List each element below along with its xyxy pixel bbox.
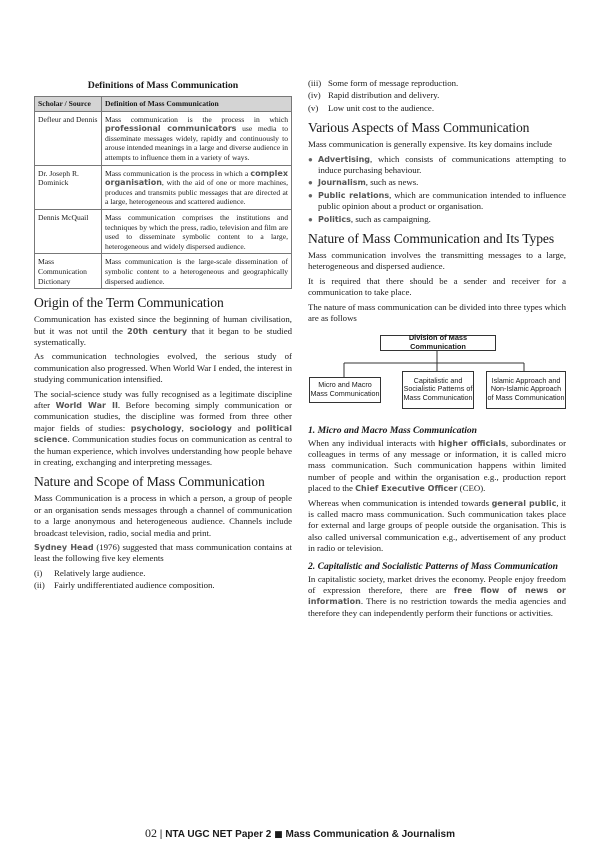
text: Whereas when communication is intended towards: [308, 497, 492, 508]
text: , such as news.: [365, 177, 419, 188]
capitalistic-heading: 2. Capitalistic and Socialistic Patterns of Mass Communication: [308, 560, 559, 572]
table-header-row: [35, 97, 292, 112]
scholar-cell: Mass Communication Dictionary: [35, 254, 102, 289]
list-text: Low unit cost to the audience.: [328, 102, 435, 113]
list-text: Relatively large audience.: [54, 567, 146, 578]
list-item: [308, 90, 566, 101]
highlight: general public: [491, 498, 557, 508]
types-heading: Nature of Mass Communication and Its Types: [308, 231, 555, 247]
text: (CEO).: [457, 483, 486, 494]
table-row: [35, 254, 292, 289]
text: . Before becoming simply communication or communication studies, the discipline was formed from three other major fields of studies:: [34, 399, 292, 433]
aspects-heading: Various Aspects of Mass Communication: [308, 120, 530, 136]
list-number: (iii): [308, 78, 322, 88]
definitions-table: [34, 96, 292, 289]
bullet-item: [308, 154, 566, 177]
table-header-definition: Definition of Mass Communication: [102, 97, 292, 112]
nature-paragraph-2: [34, 542, 292, 565]
text: In capitalistic society, market drives the economy. People enjoy freedom of expression therefore, there are: [308, 573, 566, 595]
definition-highlight: complex organisation: [105, 168, 288, 188]
bullet-icon: ●: [308, 214, 313, 224]
text: When any individual interacts with: [308, 437, 439, 448]
list-item: [308, 103, 566, 114]
highlight: psychology: [130, 423, 182, 433]
bullet-icon: ●: [308, 154, 313, 164]
definition-text: Mass communication is the process in which: [105, 114, 288, 124]
highlight: Journalism: [318, 178, 366, 188]
division-diagram: [308, 331, 566, 419]
text: that it began to be studied systematically.: [34, 325, 292, 347]
list-item: [34, 580, 292, 591]
text: . There is no restriction towards the media agencies and therefore they can independently perform their functions or activities.: [308, 596, 566, 618]
highlight: Sydney Head: [34, 543, 94, 552]
text: , such as campaigning.: [350, 213, 431, 224]
footer-subject: Mass Communication & Journalism: [285, 829, 455, 840]
text: . Communication studies focus on communication as central to the human experience, which involves understanding how people behave in creating, exchanging and interpreting messages.: [34, 434, 292, 467]
highlight: World War II: [55, 400, 118, 410]
square-bullet-icon: ■: [274, 830, 286, 840]
definition-cell: [102, 165, 292, 209]
types-paragraph-2: It is required that there should be a sender and receiver for a communication to take place.: [308, 275, 566, 298]
highlight: sociology: [189, 423, 232, 433]
nature-paragraph-1: Mass Communication is a process in which a person, a group of people or an organisation sends messages through a channel of communication to a large anonymous and heterogeneous audience. Channels include broadcast television, radio, social media and print.: [34, 493, 292, 538]
highlight: political science: [34, 423, 292, 445]
text: (1976) suggested that mass communication contains at least the following five key elements: [34, 542, 292, 564]
micro-paragraph-1: [308, 438, 566, 495]
text: , which are communication intended to influence public opinion about a product or organisation.: [318, 189, 566, 212]
table-header-scholar: Scholar / Source: [35, 97, 102, 112]
highlight: Chief Executive Officer: [355, 484, 458, 494]
text: Communication has existed since the beginning of human civilisation, but it was not until the: [34, 314, 292, 336]
list-text: Some form of message reproduction.: [328, 78, 459, 88]
highlight: higher officials: [438, 438, 506, 448]
list-number: (i): [34, 567, 43, 578]
scholar-cell: Dr. Joseph R. Dominick: [35, 165, 102, 209]
diagram-child-islamic: Islamic Approach and Non-Islamic Approach of Mass Communication: [486, 371, 566, 409]
bullet-item: [308, 214, 566, 225]
list-item: [34, 568, 292, 579]
left-column: [34, 78, 292, 593]
footer-paper: NTA UGC NET Paper 2: [165, 829, 272, 840]
highlight: free flow of news or information: [308, 585, 566, 607]
list-number: (ii): [34, 580, 45, 591]
types-paragraph-1: Mass communication involves the transmitting messages to a large, heterogeneous and dispersed audience.: [308, 250, 566, 272]
bullet-icon: ●: [308, 178, 313, 188]
table-row: [35, 165, 292, 209]
text: and: [231, 422, 256, 433]
diagram-child-micro-macro: Micro and Macro Mass Communication: [309, 377, 381, 403]
highlight: Advertising: [318, 154, 370, 164]
nature-heading: Nature and Scope of Mass Communication: [34, 474, 265, 490]
list-number: (v): [308, 102, 319, 113]
table-caption: Definitions of Mass Communication: [87, 80, 239, 91]
definition-text: Mass communication is the process in which a: [105, 168, 251, 178]
highlight: 20th century: [127, 326, 188, 336]
text: , subordinates or colleagues in terms of any message or information, it is called micro mass communication. Such communication happens within limited number of people and within the organisation e.g., production report placed to the: [308, 437, 567, 494]
definition-text: use media to disseminate messages widely, rapidly and continuously to arouse intended meanings in a large and diverse audience in attempts to influence them in a variety of ways.: [105, 124, 289, 162]
text: , which consists of communications attempting to induce purchasing behaviour.: [318, 153, 566, 176]
types-paragraph-3: The nature of mass communication can be divided into three types which are as follows: [308, 301, 566, 324]
text: ,: [181, 422, 190, 433]
page-footer: [0, 826, 600, 841]
text: , it is called macro mass communication. Such communication takes place for external and large groups of people outside the organisation. This is also called universal communication e.g., advertisement of any product in radio or television.: [308, 497, 566, 554]
micro-paragraph-2: [308, 498, 566, 555]
aspects-intro: Mass communication is generally expensive. Its key domains include: [308, 139, 553, 150]
definition-cell: Mass communication comprises the institutions and techniques by which the press, radio, television and film are used to disseminate symbolic content to a large, heterogeneous and widely dispersed audience.: [102, 209, 292, 253]
scholar-cell: Defleur and Dennis: [35, 111, 102, 165]
capitalistic-paragraph-1: [308, 574, 566, 620]
bullet-item: [308, 190, 566, 213]
definition-text: , with the aid of one or more machines, produces and transmits public messages that are directed at a large, heterogeneous and scattered audience.: [105, 178, 288, 207]
diagram-child-capitalistic: Capitalistic and Socialistic Patterns of Mass Communication: [402, 371, 474, 409]
definition-highlight: professional communicators: [105, 124, 237, 134]
origin-paragraph-1: [34, 314, 292, 348]
highlight: Public relations: [318, 190, 390, 200]
bullet-item: [308, 177, 566, 188]
list-item: [308, 78, 566, 89]
footer-divider: |: [159, 829, 166, 840]
origin-heading: Origin of the Term Communication: [34, 295, 224, 311]
page-number: 02: [145, 826, 158, 840]
right-column: [308, 78, 566, 622]
list-number: (iv): [308, 90, 321, 101]
micro-macro-heading: 1. Micro and Macro Mass Communication: [308, 424, 477, 436]
definition-cell: [102, 111, 292, 165]
highlight: Politics: [318, 214, 351, 224]
table-row: [35, 111, 292, 165]
diagram-root-box: Division of Mass Communication: [380, 335, 496, 351]
text: The social-science study was fully recognised as a legitimate discipline after: [34, 388, 292, 410]
table-row: [35, 209, 292, 253]
list-text: Fairly undifferentiated audience composition.: [54, 580, 215, 591]
origin-paragraph-2: As communication technologies evolved, the serious study of communication also progressed. When World War I ended, the interest in studying communication intensified.: [34, 351, 292, 385]
bullet-icon: ●: [308, 190, 313, 200]
list-text: Rapid distribution and delivery.: [328, 90, 440, 101]
definition-cell: Mass communication is the large-scale dissemination of symbolic content to a heterogeneous and geographically dispersed audience.: [102, 254, 292, 289]
origin-paragraph-3: [34, 389, 292, 469]
scholar-cell: Dennis McQuail: [35, 209, 102, 253]
